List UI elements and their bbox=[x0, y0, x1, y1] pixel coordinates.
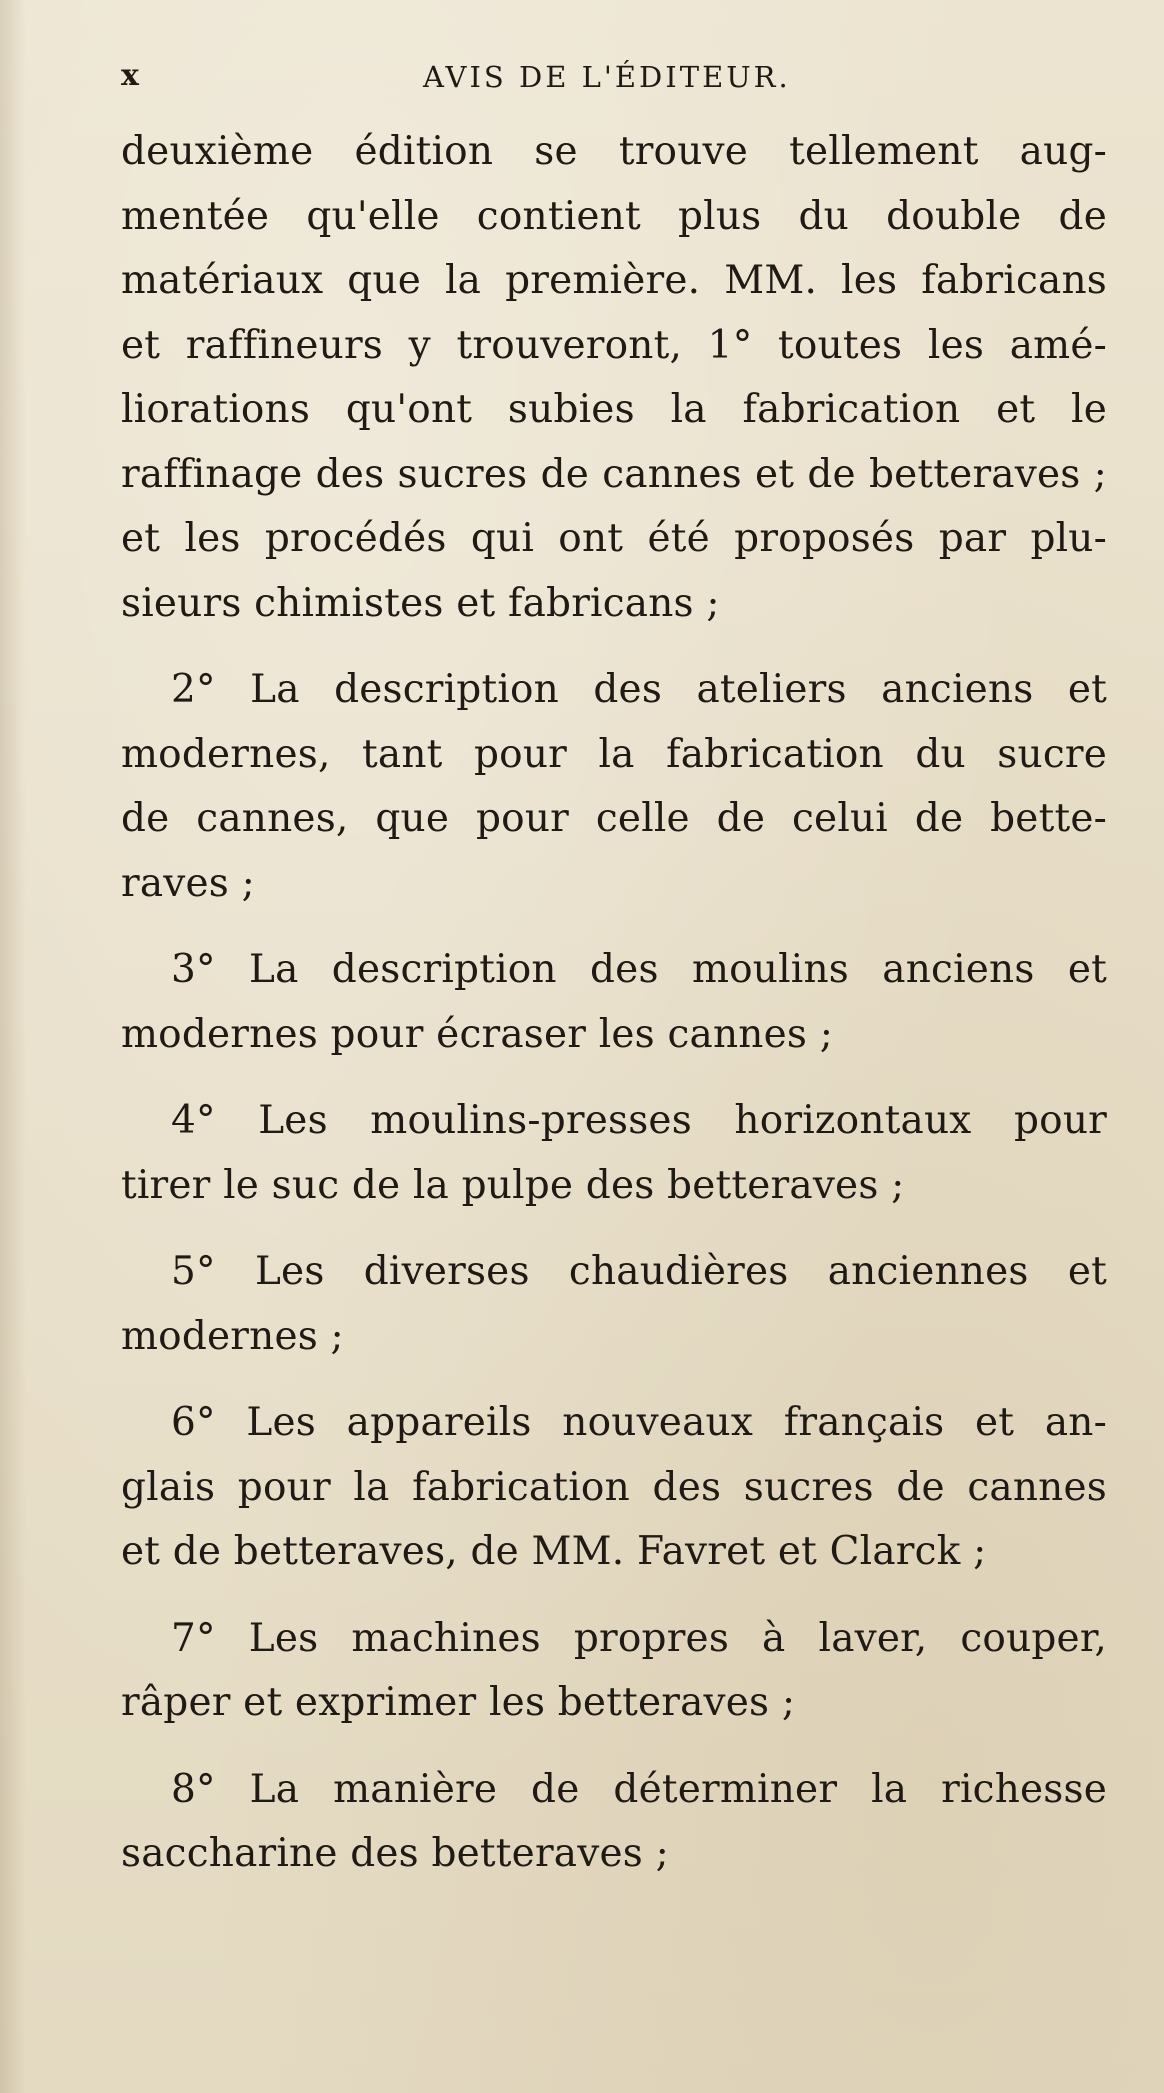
text-line: 3° La description des moulins anciens et bbox=[171, 947, 1107, 992]
paragraph-intro bbox=[121, 120, 1107, 636]
page-header bbox=[121, 58, 1107, 104]
text-line: de cannes, que pour celle de celui de bette- bbox=[121, 796, 1107, 841]
text-line: 8° La manière de déterminer la richesse bbox=[171, 1766, 1107, 1812]
text-line: 7° Les machines propres à laver, couper, bbox=[171, 1615, 1107, 1661]
text-line: modernes ; bbox=[121, 1313, 344, 1359]
text-line: raves ; bbox=[121, 860, 255, 906]
text-line: saccharine des betteraves ; bbox=[121, 1831, 669, 1876]
text-line: 6° Les appareils nouveaux français et an- bbox=[171, 1400, 1107, 1445]
text-line: 4° Les moulins-presses horizontaux pour bbox=[171, 1098, 1107, 1143]
body-text bbox=[121, 120, 1107, 1887]
gutter-shadow bbox=[0, 0, 26, 2093]
text-line: et les procédés qui ont été proposés par plu- bbox=[121, 516, 1107, 561]
paragraph-item-5 bbox=[121, 1240, 1107, 1369]
text-line: et raffineurs y trouveront, 1° toutes les amé- bbox=[121, 322, 1107, 368]
text-line: tirer le suc de la pulpe des betteraves ; bbox=[121, 1162, 905, 1208]
text-line: sieurs chimistes et fabricans ; bbox=[121, 580, 720, 626]
text-line: modernes pour écraser les cannes ; bbox=[121, 1011, 834, 1057]
text-line: et de betteraves, de MM. Favret et Clarck ; bbox=[121, 1529, 987, 1574]
paragraph-item-4 bbox=[121, 1089, 1107, 1218]
text-line: glais pour la fabrication des sucres de cannes bbox=[121, 1464, 1107, 1510]
paragraph-item-7 bbox=[121, 1607, 1107, 1736]
text-line: mentée qu'elle contient plus du double de bbox=[121, 193, 1107, 239]
page-number: x bbox=[121, 58, 140, 93]
text-line: 2° La description des ateliers anciens et bbox=[171, 667, 1107, 712]
paragraph-item-6 bbox=[121, 1391, 1107, 1585]
text-line: modernes, tant pour la fabrication du sucre bbox=[121, 731, 1107, 777]
text-line: liorations qu'ont subies la fabrication et le bbox=[121, 387, 1107, 432]
text-line: deuxième édition se trouve tellement aug- bbox=[121, 129, 1107, 174]
text-line: 5° Les diverses chaudières anciennes et bbox=[171, 1249, 1107, 1294]
paragraph-item-2 bbox=[121, 658, 1107, 916]
text-line: raffinage des sucres de cannes et de betteraves ; bbox=[121, 451, 1107, 497]
paragraph-item-8 bbox=[121, 1758, 1107, 1887]
running-title: AVIS DE L'ÉDITEUR. bbox=[423, 60, 791, 94]
text-line: matériaux que la première. MM. les fabricans bbox=[121, 258, 1107, 303]
text-line: râper et exprimer les betteraves ; bbox=[121, 1680, 796, 1725]
paragraph-item-3 bbox=[121, 938, 1107, 1067]
